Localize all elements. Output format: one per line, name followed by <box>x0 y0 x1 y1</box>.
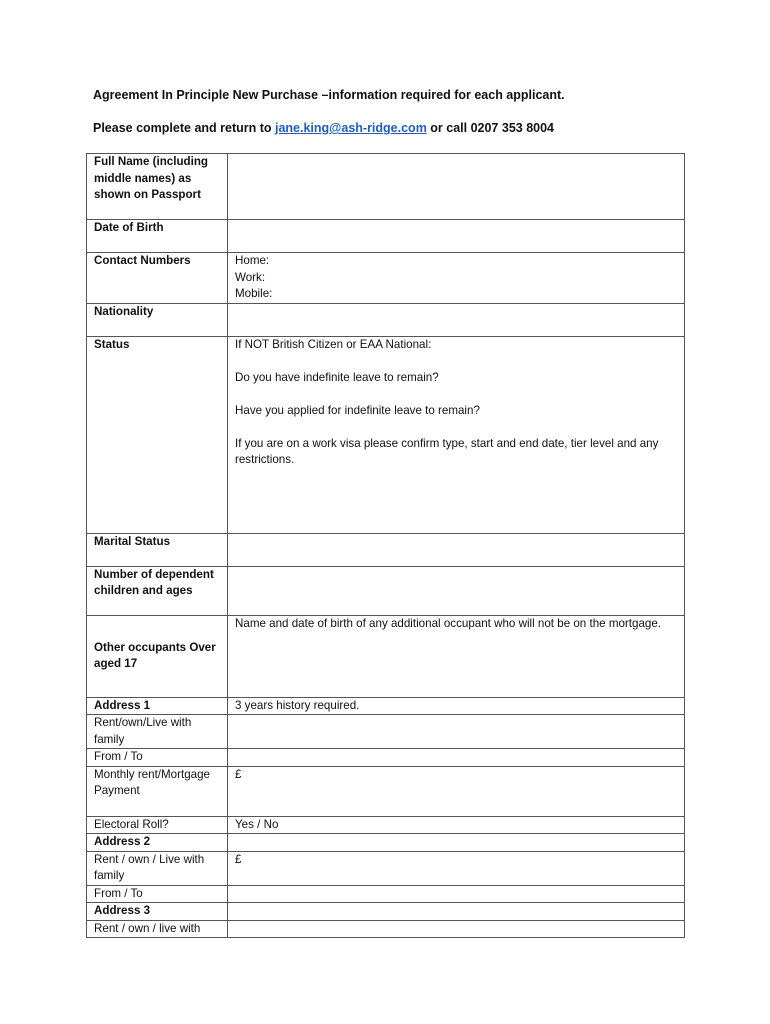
contact-numbers-label: Contact Numbers <box>87 253 228 304</box>
other-occupants-label: Other occupants Over aged 17 <box>87 615 228 697</box>
page-title: Agreement In Principle New Purchase –information required for each applicant. <box>93 88 565 102</box>
status-question-work-visa: If you are on a work visa please confirm type, start and end date, tier level and any restrictions. <box>235 436 659 466</box>
row-contact-numbers <box>87 253 685 304</box>
address-2-from-to-field[interactable] <box>228 885 685 903</box>
row-full-name <box>87 154 685 220</box>
nationality-field[interactable] <box>228 303 685 336</box>
mobile-number-label: Mobile: <box>235 287 273 300</box>
address-3-tenure-field[interactable] <box>228 920 685 938</box>
dependent-children-label: Number of dependent children and ages <box>87 566 228 615</box>
row-address-3-tenure <box>87 920 685 938</box>
status-field[interactable] <box>228 336 685 533</box>
address-3-label: Address 3 <box>87 903 228 921</box>
home-number-label: Home: <box>235 254 270 267</box>
address-2-tenure-field[interactable] <box>228 851 685 885</box>
address-1-label: Address 1 <box>87 697 228 715</box>
row-address-2 <box>87 834 685 852</box>
row-address-1 <box>87 697 685 715</box>
address-1-from-to-label: From / To <box>87 749 228 767</box>
address-2-tenure-currency: £ <box>235 852 242 866</box>
status-label: Status <box>87 336 228 533</box>
address-1-electoral-roll-field[interactable] <box>228 816 685 834</box>
row-status <box>87 336 685 533</box>
address-2-from-to-label: From / To <box>87 885 228 903</box>
address-3-tenure-label: Rent / own / live with <box>87 920 228 938</box>
row-address-3 <box>87 903 685 921</box>
electoral-roll-options: Yes / No <box>235 817 279 831</box>
address-2-tenure-label: Rent / own / Live with family <box>87 851 228 885</box>
address-1-from-to-field[interactable] <box>228 749 685 767</box>
instruction-suffix: or call 0207 353 8004 <box>426 121 554 135</box>
row-address-2-from-to <box>87 885 685 903</box>
address-3-field[interactable] <box>228 903 685 921</box>
applicant-form-table <box>86 153 685 938</box>
date-of-birth-field[interactable] <box>228 220 685 253</box>
address-1-field[interactable] <box>228 697 685 715</box>
address-1-payment-label: Monthly rent/Mortgage Payment <box>87 766 228 816</box>
row-other-occupants <box>87 615 685 697</box>
row-nationality <box>87 303 685 336</box>
full-name-field[interactable] <box>228 154 685 220</box>
status-note-citizenship: If NOT British Citizen or EAA National: <box>235 337 432 351</box>
status-question-applied-leave: Have you applied for indefinite leave to remain? <box>235 403 480 417</box>
marital-status-label: Marital Status <box>87 533 228 566</box>
address-1-payment-field[interactable] <box>228 766 685 816</box>
full-name-label: Full Name (including middle names) as shown on Passport <box>87 154 228 220</box>
nationality-label: Nationality <box>87 303 228 336</box>
date-of-birth-label: Date of Birth <box>87 220 228 253</box>
instruction-prefix: Please complete and return to <box>93 121 275 135</box>
row-address-1-electoral-roll <box>87 816 685 834</box>
row-date-of-birth <box>87 220 685 253</box>
address-2-field[interactable] <box>228 834 685 852</box>
row-marital-status <box>87 533 685 566</box>
row-address-2-tenure <box>87 851 685 885</box>
email-link[interactable]: jane.king@ash-ridge.com <box>275 121 427 135</box>
row-dependent-children <box>87 566 685 615</box>
other-occupants-field[interactable] <box>228 615 685 697</box>
address-2-label: Address 2 <box>87 834 228 852</box>
address-1-payment-currency: £ <box>235 767 242 781</box>
address-1-tenure-field[interactable] <box>228 715 685 749</box>
row-address-1-from-to <box>87 749 685 767</box>
address-1-tenure-label: Rent/own/Live with family <box>87 715 228 749</box>
contact-numbers-field[interactable] <box>228 253 685 304</box>
row-address-1-payment <box>87 766 685 816</box>
marital-status-field[interactable] <box>228 533 685 566</box>
dependent-children-field[interactable] <box>228 566 685 615</box>
other-occupants-note: Name and date of birth of any additional occupant who will not be on the mortgage. <box>235 616 662 630</box>
work-number-label: Work: <box>235 270 266 284</box>
address-1-electoral-roll-label: Electoral Roll? <box>87 816 228 834</box>
instruction-line <box>93 121 554 135</box>
status-question-indefinite-leave: Do you have indefinite leave to remain? <box>235 370 439 384</box>
row-address-1-tenure <box>87 715 685 749</box>
address-history-note: 3 years history required. <box>235 698 360 712</box>
